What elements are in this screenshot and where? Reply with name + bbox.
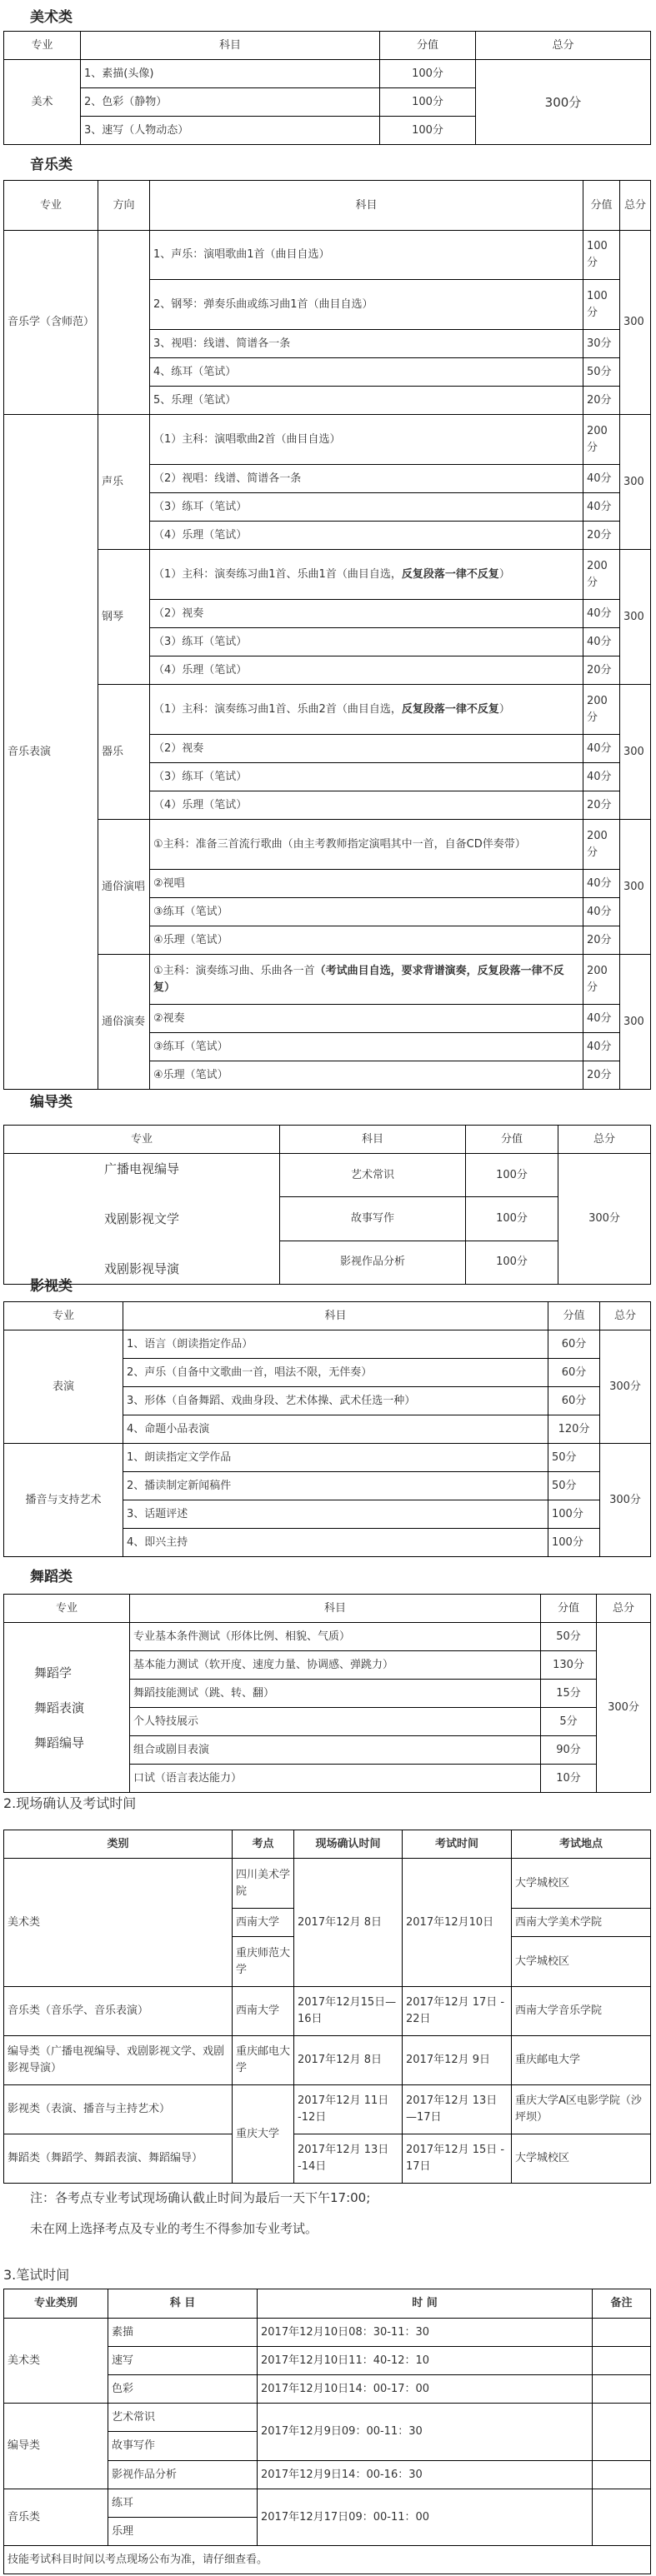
col-header-score: 分值 (548, 1302, 600, 1330)
major-name: 广播电视编导 (103, 1161, 179, 1176)
schedule-note: 注：各考点专业考试现场确认截止时间为最后一天下午17:00; (30, 2190, 371, 2205)
total-cell: 300 (620, 955, 651, 1090)
directing-table (3, 1125, 651, 1285)
music-table (3, 180, 651, 1090)
remark-cell (593, 2404, 651, 2461)
subject-cell: 素描 (108, 2319, 258, 2347)
col-header-total: 总分 (558, 1126, 651, 1154)
subject-cell (150, 550, 583, 600)
score-cell: 100分 (466, 1154, 558, 1197)
score-cell: 100分 (380, 60, 476, 88)
col-header-total: 总分 (600, 1302, 651, 1330)
col-header-site: 考点 (233, 1830, 294, 1859)
subject-cell: ④乐理（笔试） (150, 1061, 583, 1090)
subject-cell: 2、播读制定新闻稿件 (123, 1472, 548, 1500)
total-cell: 300 (620, 231, 651, 415)
subject-cell: 1、素描(头像) (81, 60, 380, 88)
remark-cell (593, 2489, 651, 2546)
subject-cell: 练耳 (108, 2489, 258, 2518)
col-header-exam-time: 考试时间 (403, 1830, 512, 1859)
col-header-score: 分值 (583, 181, 620, 231)
subject-cell: ②视奏 (150, 1005, 583, 1033)
category-cell: 编导类 (4, 2404, 108, 2489)
col-header-subject: 科 目 (108, 2289, 258, 2319)
col-header-total: 总分 (476, 32, 651, 60)
score-cell: 100分 (380, 88, 476, 117)
art-table (3, 31, 651, 145)
direction-cell: 器乐 (98, 685, 150, 820)
major-name: 舞蹈表演 (34, 1700, 85, 1715)
subject-cell: 3、形体（自备舞蹈、戏曲身段、艺术体操、武术任选一种） (123, 1387, 548, 1415)
subject-cell: 1、朗读指定文学作品 (123, 1444, 548, 1472)
category-cell: 美术类 (4, 1859, 233, 1987)
exam-cell: 2017年12月 9日 (403, 2036, 512, 2085)
dance-table (3, 1594, 651, 1793)
time-cell: 2017年12月17日09：00-11：00 (258, 2489, 593, 2546)
score-cell: 130分 (541, 1651, 597, 1680)
direction-cell: 通俗演唱 (98, 820, 150, 955)
score-cell: 50分 (548, 1472, 600, 1500)
table-row (4, 2134, 651, 2184)
subject-cell: 5、乐理（笔试） (150, 387, 583, 415)
score-cell: 200分 (583, 415, 620, 465)
col-header-subject: 科目 (150, 181, 583, 231)
direction-cell (98, 231, 150, 415)
schedule-title: 2.现场确认及考试时间 (3, 1795, 137, 1811)
subject-cell: 艺术常识 (280, 1154, 466, 1197)
schedule-note: 未在网上选择考点及专业的考生不得参加专业考试。 (30, 2221, 318, 2236)
score-cell: 100分 (548, 1500, 600, 1529)
subject-text: （1）主科：演奏练习曲1首、乐曲2首（曲目自选， (153, 702, 402, 716)
score-cell: 200分 (583, 820, 620, 870)
subject-cell: （2）视奏 (150, 735, 583, 763)
col-header-major: 专业 (4, 32, 81, 60)
schedule-table (3, 1830, 651, 2184)
site-cell: 重庆邮电大学 (233, 2036, 294, 2085)
total-cell: 300 (620, 415, 651, 550)
subject-cell: 专业基本条件测试（形体比例、相貌、气质） (130, 1623, 541, 1651)
time-cell: 2017年12月9日14：00-16：30 (258, 2461, 593, 2489)
subject-cell: 舞蹈技能测试（跳、转、翻） (130, 1680, 541, 1708)
col-header-time: 时 间 (258, 2289, 593, 2319)
time-cell: 2017年12月10日08：30-11：30 (258, 2319, 593, 2347)
subject-cell: ④乐理（笔试） (150, 926, 583, 955)
score-cell: 20分 (583, 387, 620, 415)
subject-cell: 4、即兴主持 (123, 1529, 548, 1557)
remark-cell (593, 2347, 651, 2375)
score-cell: 40分 (583, 735, 620, 763)
location-cell: 大学城校区 (512, 1859, 651, 1909)
subject-bold-text: 反复段落一律不反复 (401, 567, 499, 581)
subject-cell: 色彩 (108, 2375, 258, 2404)
table-row (4, 2036, 651, 2085)
exam-cell: 2017年12月10日 (403, 1859, 512, 1987)
score-cell: 40分 (583, 600, 620, 628)
subject-cell: ①主科：准备三首流行歌曲（由主考教师指定演唱其中一首，自备CD伴奏带） (150, 820, 583, 870)
subject-cell: 个人特技展示 (130, 1708, 541, 1736)
score-cell: 20分 (583, 1061, 620, 1090)
category-cell: 音乐类（音乐学、音乐表演） (4, 1987, 233, 2036)
col-header-major: 专业 (4, 1126, 280, 1154)
direction-cell: 钢琴 (98, 550, 150, 685)
written-title: 3.笔试时间 (3, 2267, 70, 2283)
score-cell: 60分 (548, 1359, 600, 1387)
subject-cell: 影视作品分析 (108, 2461, 258, 2489)
film-table (3, 1301, 651, 1557)
col-header-major: 专业 (4, 1595, 130, 1623)
site-cell: 重庆大学 (233, 2085, 294, 2184)
major-cell: 表演 (4, 1330, 123, 1444)
score-cell: 100分 (583, 280, 620, 330)
location-cell: 重庆大学A区电影学院（沙坪坝） (512, 2085, 651, 2134)
total-cell: 300分 (600, 1444, 651, 1557)
site-cell: 西南大学 (233, 1987, 294, 2036)
exam-cell: 2017年12月 17日 - 22日 (403, 1987, 512, 2036)
direction-cell: 声乐 (98, 415, 150, 550)
score-cell: 40分 (583, 898, 620, 926)
written-table (3, 2289, 651, 2574)
score-cell: 100分 (466, 1197, 558, 1241)
subject-cell: （3）练耳（笔试） (150, 763, 583, 791)
subject-cell (150, 955, 583, 1005)
col-header-category: 专业类别 (4, 2289, 108, 2319)
dance-heading: 舞蹈类 (30, 1569, 73, 1585)
subject-text: ①主科：演奏练习曲、乐曲各一首 (153, 964, 315, 977)
total-cell: 300分 (597, 1623, 651, 1793)
total-cell: 300分 (476, 60, 651, 145)
subject-text: （1）主科：演奏练习曲1首、乐曲1首（曲目自选， (153, 567, 402, 581)
category-cell: 音乐类 (4, 2489, 108, 2546)
subject-cell: （2）视奏 (150, 600, 583, 628)
subject-cell: 3、话题评述 (123, 1500, 548, 1529)
directing-heading: 编导类 (30, 1094, 73, 1111)
confirm-cell: 2017年12月 13日 -14日 (294, 2134, 403, 2184)
art-heading: 美术类 (30, 9, 73, 26)
subject-cell: 组合或剧目表演 (130, 1736, 541, 1765)
location-cell: 大学城校区 (512, 1937, 651, 1987)
subject-cell: （2）视唱：线谱、简谱各一条 (150, 465, 583, 493)
table-row (4, 2085, 651, 2134)
subject-cell: 4、练耳（笔试） (150, 358, 583, 387)
score-cell: 20分 (583, 791, 620, 820)
col-header-score: 分值 (380, 32, 476, 60)
score-cell: 30分 (583, 330, 620, 358)
total-cell: 300 (620, 820, 651, 955)
col-header-total: 总分 (597, 1595, 651, 1623)
site-cell: 重庆师范大学 (233, 1937, 294, 1987)
subject-bold-text: 反复段落一律不反复 (401, 702, 499, 716)
score-cell: 50分 (548, 1444, 600, 1472)
col-header-major: 专业 (4, 1302, 123, 1330)
subject-cell: 3、视唱：线谱、简谱各一条 (150, 330, 583, 358)
score-cell: 60分 (548, 1330, 600, 1359)
score-cell: 10分 (541, 1765, 597, 1793)
category-cell: 编导类（广播电视编导、戏剧影视文学、戏剧影视导演） (4, 2036, 233, 2085)
col-header-score: 分值 (541, 1595, 597, 1623)
remark-cell (593, 2461, 651, 2489)
film-heading: 影视类 (30, 1278, 73, 1295)
subject-cell: （4）乐理（笔试） (150, 791, 583, 820)
score-cell: 100分 (583, 231, 620, 280)
subject-cell: （4）乐理（笔试） (150, 656, 583, 685)
location-cell: 西南大学美术学院 (512, 1909, 651, 1937)
score-cell: 120分 (548, 1415, 600, 1444)
confirm-cell: 2017年12月 11日 -12日 (294, 2085, 403, 2134)
total-cell: 300 (620, 550, 651, 685)
subject-cell: 故事写作 (108, 2432, 258, 2461)
subject-cell: ③练耳（笔试） (150, 898, 583, 926)
score-cell: 90分 (541, 1736, 597, 1765)
confirm-cell: 2017年12月15日—16日 (294, 1987, 403, 2036)
subject-cell: （3）练耳（笔试） (150, 493, 583, 522)
subject-cell: 乐理 (108, 2518, 258, 2546)
score-cell: 40分 (583, 1033, 620, 1061)
music-heading: 音乐类 (30, 157, 73, 173)
location-cell: 大学城校区 (512, 2134, 651, 2184)
score-cell: 50分 (583, 358, 620, 387)
col-header-subject: 科目 (130, 1595, 541, 1623)
subject-cell: 2、钢琴：弹奏乐曲或练习曲1首（曲目自选） (150, 280, 583, 330)
score-cell: 40分 (583, 870, 620, 898)
score-cell: 15分 (541, 1680, 597, 1708)
subject-cell: 2、色彩（静物） (81, 88, 380, 117)
score-cell: 40分 (583, 763, 620, 791)
time-cell: 2017年12月9日09：00-11：30 (258, 2404, 593, 2461)
subject-cell: 基本能力测试（软开度、速度力量、协调感、弹跳力） (130, 1651, 541, 1680)
col-header-location: 考试地点 (512, 1830, 651, 1859)
subject-cell: 速写 (108, 2347, 258, 2375)
score-cell: 100分 (548, 1529, 600, 1557)
subject-cell: 2、声乐（自备中文歌曲一首，唱法不限，无伴奏） (123, 1359, 548, 1387)
score-cell: 100分 (466, 1241, 558, 1284)
col-header-confirm-time: 现场确认时间 (294, 1830, 403, 1859)
score-cell: 20分 (583, 926, 620, 955)
subject-bold-text: （考试曲目自选，要求背谱演奏，反复段落一律不反复） (153, 964, 564, 994)
score-cell: 20分 (583, 656, 620, 685)
col-header-subject: 科目 (123, 1302, 548, 1330)
site-cell: 西南大学 (233, 1909, 294, 1937)
score-cell: 40分 (583, 465, 620, 493)
time-cell: 2017年12月10日14：00-17：00 (258, 2375, 593, 2404)
score-cell: 100分 (380, 117, 476, 145)
site-cell: 四川美术学院 (233, 1859, 294, 1909)
category-cell: 影视类（表演、播音与主持艺术） (4, 2085, 233, 2134)
direction-cell: 通俗演奏 (98, 955, 150, 1090)
subject-cell: （3）练耳（笔试） (150, 628, 583, 656)
location-cell: 西南大学音乐学院 (512, 1987, 651, 2036)
major-name: 戏剧影视文学 (103, 1211, 179, 1226)
score-cell: 5分 (541, 1708, 597, 1736)
majors-cell (4, 1154, 280, 1285)
location-cell: 重庆邮电大学 (512, 2036, 651, 2085)
col-header-direction: 方向 (98, 181, 150, 231)
subject-cell: 影视作品分析 (280, 1241, 466, 1284)
footer-note: 技能考试科目时间以考点现场公布为准，请仔细查看。 (4, 2546, 651, 2574)
remark-cell (593, 2375, 651, 2404)
score-cell: 200分 (583, 955, 620, 1005)
subject-cell: （1）主科：演唱歌曲2首（曲目自选） (150, 415, 583, 465)
category-cell: 美术类 (4, 2319, 108, 2404)
col-header-total: 总分 (620, 181, 651, 231)
major-cell: 播音与支持艺术 (4, 1444, 123, 1557)
score-cell: 200分 (583, 685, 620, 735)
remark-cell (593, 2319, 651, 2347)
category-cell: 舞蹈类（舞蹈学、舞蹈表演、舞蹈编导） (4, 2134, 233, 2184)
col-header-subject: 科目 (280, 1126, 466, 1154)
confirm-cell: 2017年12月 8日 (294, 2036, 403, 2085)
subject-cell: ③练耳（笔试） (150, 1033, 583, 1061)
majors-cell (4, 1623, 130, 1793)
score-cell: 40分 (583, 628, 620, 656)
total-cell: 300分 (558, 1154, 651, 1285)
subject-cell: 3、速写（人物动态） (81, 117, 380, 145)
col-header-category: 类别 (4, 1830, 233, 1859)
subject-cell: 故事写作 (280, 1197, 466, 1241)
major-cell: 美术 (4, 60, 81, 145)
subject-tail-text: ） (498, 702, 510, 716)
subject-cell (150, 685, 583, 735)
subject-cell: （4）乐理（笔试） (150, 522, 583, 550)
subject-tail-text: ） (498, 567, 510, 581)
score-cell: 20分 (583, 522, 620, 550)
table-row (4, 1987, 651, 2036)
exam-cell: 2017年12月 15日 - 17日 (403, 2134, 512, 2184)
score-cell: 40分 (583, 1005, 620, 1033)
confirm-cell: 2017年12月 8日 (294, 1859, 403, 1987)
major-name: 舞蹈编导 (34, 1735, 85, 1750)
subject-cell: 1、语言（朗读指定作品） (123, 1330, 548, 1359)
total-cell: 300分 (600, 1330, 651, 1444)
major-cell: 音乐学（含师范） (4, 231, 98, 415)
major-name: 舞蹈学 (34, 1665, 73, 1680)
score-cell: 60分 (548, 1387, 600, 1415)
subject-cell: ②视唱 (150, 870, 583, 898)
major-cell: 音乐表演 (4, 415, 98, 1090)
col-header-remark: 备注 (593, 2289, 651, 2319)
score-cell: 40分 (583, 493, 620, 522)
major-name: 戏剧影视导演 (103, 1261, 179, 1276)
table-row (4, 60, 651, 88)
col-header-subject: 科目 (81, 32, 380, 60)
subject-cell: 1、声乐：演唱歌曲1首（曲目自选） (150, 231, 583, 280)
exam-cell: 2017年12月 13日—17日 (403, 2085, 512, 2134)
subject-cell: 4、命题小品表演 (123, 1415, 548, 1444)
score-cell: 50分 (541, 1623, 597, 1651)
subject-cell: 口试（语言表达能力） (130, 1765, 541, 1793)
time-cell: 2017年12月10日11：40-12：10 (258, 2347, 593, 2375)
col-header-major: 专业 (4, 181, 98, 231)
col-header-score: 分值 (466, 1126, 558, 1154)
total-cell: 300 (620, 685, 651, 820)
score-cell: 200分 (583, 550, 620, 600)
subject-cell: 艺术常识 (108, 2404, 258, 2432)
